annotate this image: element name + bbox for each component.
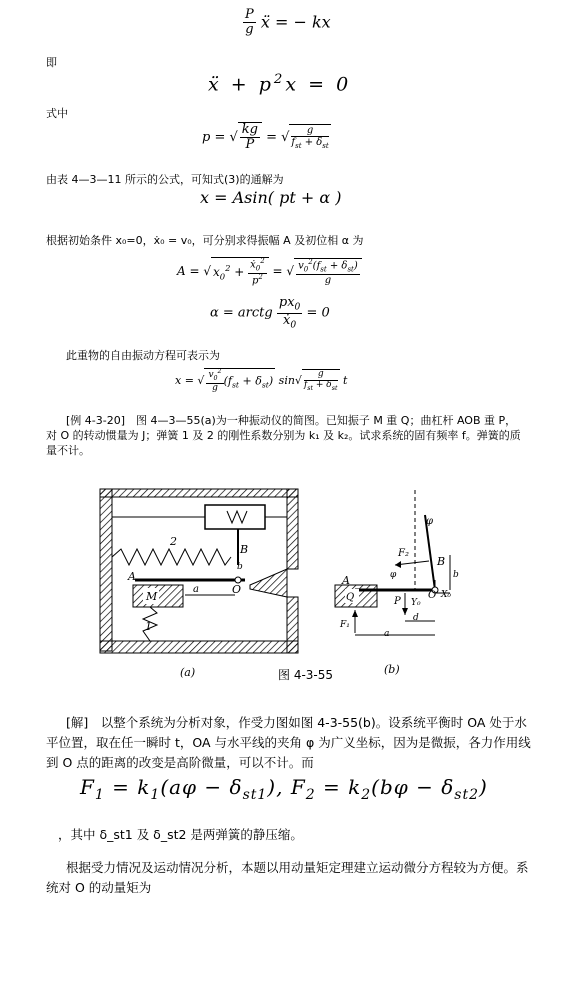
label-a-O: O	[232, 583, 242, 596]
text-free-vibration: 此重物的自由振动方程可表示为	[66, 349, 220, 362]
text-shizhong: 式中	[46, 107, 68, 120]
text-initial-conditions: 根据初始条件 x₀=0，ẋ₀ = v₀，可分别求得振幅 A 及初位相 α 为	[46, 234, 364, 247]
figure-label-b: (b)	[384, 663, 400, 676]
final-paragraph: 根据受力情况及运动情况分析，本题以用动量矩定理建立运动微分方程较为方便。系统对 O 的动量矩为	[46, 860, 529, 895]
label-b-X0: X₀	[441, 590, 452, 600]
label-spring1: 1	[145, 620, 152, 633]
label-b-P: P	[394, 596, 401, 607]
example-paragraph: [例 4-3-20] 图 4—3—55(a)为一种振动仪的简图。已知振子 M 重 Q；曲杠杆 AOB 重 P，对 O 的转动惯量为 J；弹簧 1 及 2 的刚性系数分别为 k₁ 及 k₂。试求系统的固有频率 f。弹簧的质量不计。	[46, 414, 521, 457]
label-b-A: A	[342, 574, 350, 587]
equation-p-over-g: $\frac{P}{g}$ ẍ = − kx	[245, 7, 331, 38]
text-table-ref: 由表 4—3—11 所示的公式，可知式(3)的通解为	[46, 173, 284, 186]
equation-forces: $F_1 = k_1(a\varphi - \delta_{st1})$, $F_2 = k_2(b\varphi - \delta_{st2})$	[80, 775, 488, 803]
label-b-phi: φ	[426, 516, 434, 527]
equation-motion: ẍ + $p^2x = 0$	[208, 72, 352, 96]
label-b-B: B	[437, 555, 446, 568]
equation-free-vibration: x = √ $\frac{v_0^2}{g}$ $(f_{st} + \delta_{st})$ sin√ $\frac{g}{f_{st} + \delta_{st}}$ t	[175, 368, 348, 393]
label-b-O: O	[428, 590, 437, 601]
label-a-A: A	[128, 570, 136, 583]
text-ji: 即	[46, 56, 57, 69]
figure-caption: 图 4-3-55	[278, 668, 334, 682]
label-b-b: b	[453, 570, 459, 580]
text-static-compression: ，其中 δ_st1 及 δ_st2 是两弹簧的静压缩。	[58, 827, 303, 842]
label-a-a: a	[193, 584, 199, 595]
label-b-Q: Q	[346, 592, 355, 603]
solution-paragraph: [解] 以整个系统为分析对象，作受力图如图 4-3-55(b)。设系统平衡时 OA 处于水平位置，取在任一瞬时 t，OA 与水平线的夹角 φ 为广义坐标，因为是微振，各力作用线到 O 点的距离的改变是高阶微量，可以不计。而	[46, 715, 531, 770]
figure-b	[335, 490, 450, 635]
equation-general-solution: x = Asin( pt + α )	[200, 188, 342, 207]
equation-alpha: α = arctg $\frac{px_0}{ẋ_0}$ = 0	[210, 295, 330, 331]
label-a-B: B	[240, 543, 249, 556]
label-b-phi2: φ	[390, 570, 397, 580]
label-a-M: M	[146, 590, 158, 603]
label-a-b: b	[237, 562, 243, 572]
label-b-a: a	[384, 629, 390, 639]
label-b-F1: F₁	[340, 620, 350, 630]
equation-p-definition: p = √ $\frac{kg}{P}$ = √ $\frac{g}{f_{st} + \delta_{st}}$	[202, 122, 329, 153]
label-spring2: 2	[170, 535, 177, 548]
label-b-Y0: Y₀	[411, 598, 421, 608]
figure-label-a: (a)	[180, 666, 196, 679]
label-b-F2: F₂	[398, 548, 409, 559]
label-b-d: d	[413, 613, 419, 623]
equation-amplitude: A = √ $x_0^2$ + $\frac{ẋ_0^2}{p^2}$ = √ $\frac{v_0^2(f_{st} + \delta_{st})}{g}$	[177, 257, 362, 286]
